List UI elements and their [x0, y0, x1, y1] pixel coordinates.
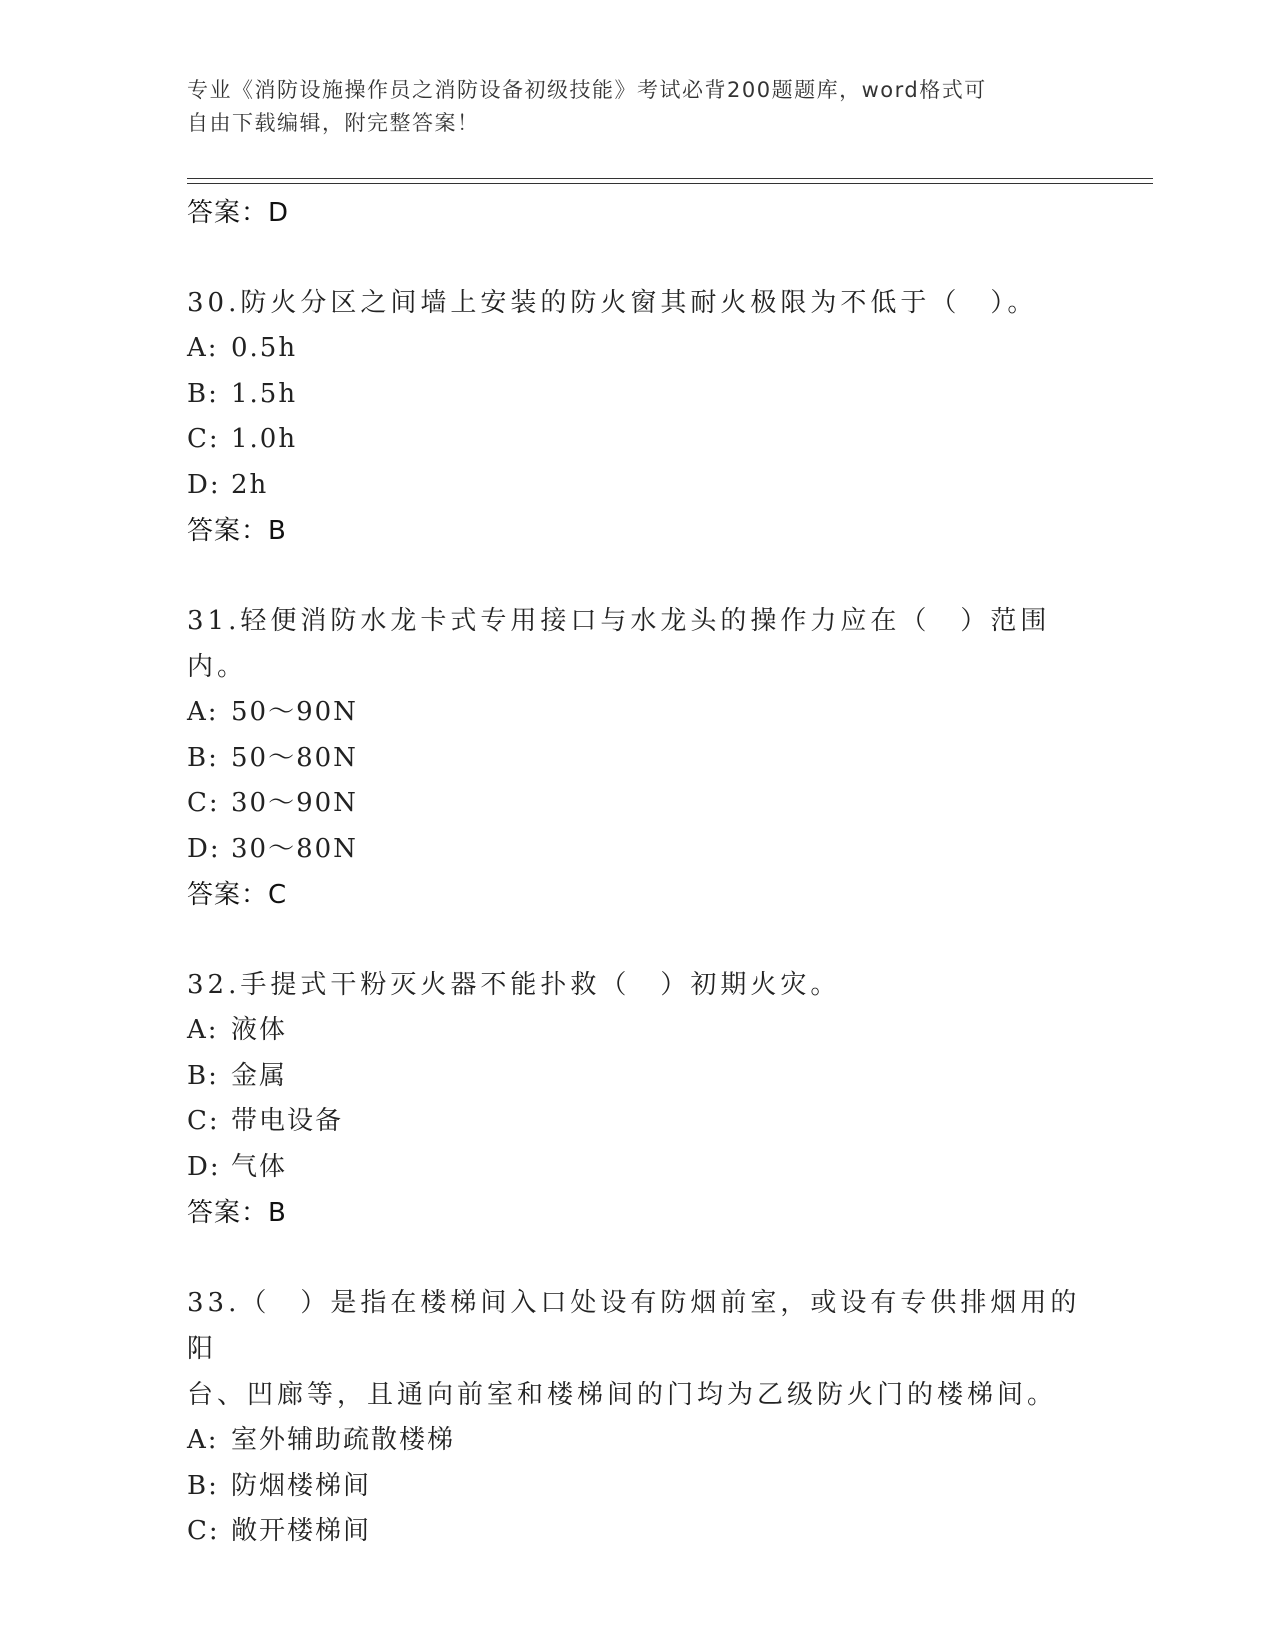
option-text: 30～80N: [231, 833, 358, 864]
question-text-line-1: 33.（ ）是指在楼梯间入口处设有防烟前室，或设有专供排烟用的阳: [187, 1288, 1081, 1364]
question-text: 30.防火分区之间墙上安装的防火窗其耐火极限为不低于（ ）。: [187, 288, 1038, 318]
option-letter: A:: [187, 1425, 219, 1455]
answer-31: 答案：C: [187, 880, 288, 910]
option-text: 1.5h: [231, 378, 298, 409]
option-text: 敞开楼梯间: [231, 1516, 372, 1546]
option-letter: C:: [187, 1516, 220, 1546]
option-c: [187, 417, 1087, 463]
option-letter: C:: [187, 424, 220, 454]
option-text: 50～90N: [231, 697, 358, 727]
option-a: [187, 1008, 1087, 1054]
document-header: [187, 74, 1087, 140]
question-33: [187, 1280, 1087, 1555]
question-31: [187, 598, 1087, 918]
question-30: [187, 280, 1087, 554]
option-letter: B:: [187, 742, 219, 773]
option-text: 室外辅助疏散楼梯: [231, 1425, 456, 1455]
option-text: 0.5h: [231, 333, 298, 363]
option-c: [187, 781, 1087, 827]
header-line-1: 专业《消防设施操作员之消防设备初级技能》考试必背200题题库，word格式可: [187, 78, 987, 102]
question-text: 32.手提式干粉灭火器不能扑救（ ）初期火灾。: [187, 970, 841, 1000]
option-c: [187, 1099, 1087, 1145]
option-b: [187, 1464, 1087, 1510]
option-letter: A:: [187, 333, 219, 363]
header-rule-top: [187, 178, 1153, 179]
option-letter: A:: [187, 1015, 219, 1045]
option-text: 30～90N: [231, 788, 358, 818]
option-text: 带电设备: [231, 1106, 344, 1136]
option-text: 50～80N: [231, 742, 358, 773]
question-text: 31.轻便消防水龙卡式专用接口与水龙头的操作力应在（ ）范围内。: [187, 606, 1051, 682]
option-b: [187, 372, 1087, 418]
option-b: [187, 1054, 1087, 1100]
option-a: [187, 326, 1087, 372]
option-c: [187, 1509, 1087, 1555]
answer-32: 答案：B: [187, 1198, 287, 1228]
option-a: [187, 1418, 1087, 1464]
option-letter: C:: [187, 788, 220, 818]
option-text: 气体: [231, 1151, 288, 1182]
option-text: 1.0h: [231, 424, 298, 454]
option-text: 金属: [231, 1060, 288, 1091]
answer-prev: 答案：D: [187, 198, 290, 228]
option-text: 液体: [231, 1015, 288, 1045]
option-text: 防烟楼梯间: [231, 1470, 372, 1501]
option-d: [187, 463, 1087, 509]
option-letter: A:: [187, 697, 219, 727]
header-line-2: 自由下载编辑，附完整答案！: [187, 111, 480, 135]
option-letter: D:: [187, 833, 221, 864]
option-a: [187, 690, 1087, 736]
option-d: [187, 827, 1087, 873]
option-letter: B:: [187, 1060, 219, 1091]
document-body: [187, 190, 1087, 1555]
question-32: [187, 962, 1087, 1236]
question-text-line-2: 台、凹廊等，且通向前室和楼梯间的门均为乙级防火门的楼梯间。: [187, 1380, 1058, 1410]
option-letter: B:: [187, 378, 219, 409]
option-letter: C:: [187, 1106, 220, 1136]
option-d: [187, 1145, 1087, 1191]
option-text: 2h: [231, 469, 269, 500]
header-rule-bottom: [187, 183, 1153, 184]
option-letter: D:: [187, 1151, 221, 1182]
answer-30: 答案：B: [187, 516, 287, 546]
option-b: [187, 736, 1087, 782]
option-letter: B:: [187, 1470, 219, 1501]
option-letter: D:: [187, 469, 221, 500]
